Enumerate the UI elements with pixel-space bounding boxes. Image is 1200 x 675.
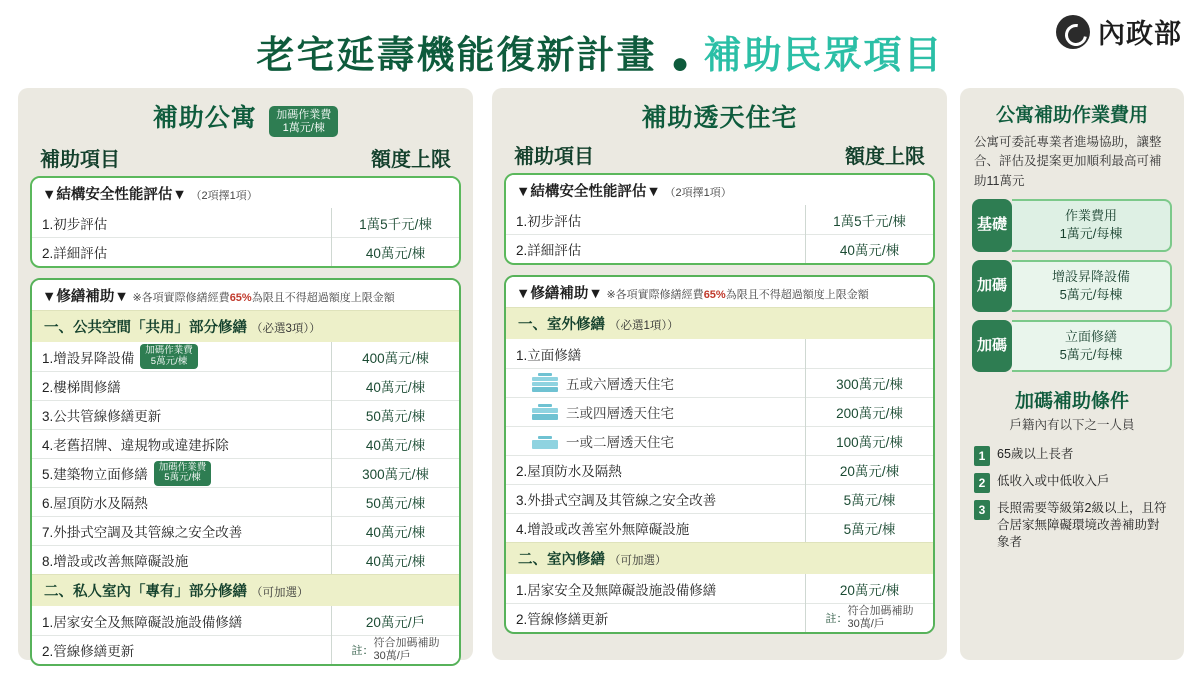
apartment-item1-fee-tag-line2: 5萬元/棟 <box>150 355 188 367</box>
apartment-section2-head <box>32 574 459 606</box>
fee-body <box>1012 320 1172 372</box>
apartment-section2-title: 二、私人室內「專有」部分修繕 <box>44 584 247 601</box>
amount-cell: 40萬元/棟 <box>332 371 459 400</box>
house-repair-note-post: 為限且不得超過額度上限金額 <box>725 289 869 301</box>
house-repair-box <box>504 275 935 634</box>
house-safety-note: （2項擇1項） <box>664 187 732 199</box>
house-section1-rows <box>506 339 933 542</box>
amount-note-cell <box>806 603 933 632</box>
fee-body-l1: 作業費用 <box>1064 208 1117 224</box>
house-repair-note-pre: ※各項實際修繕經費 <box>606 289 704 301</box>
condition-number: 2 <box>974 473 990 493</box>
list-item: 2.樓梯間修繕 <box>32 371 331 400</box>
fee-row-basic <box>972 199 1172 251</box>
page-title <box>0 24 1200 81</box>
fee-badge-l2: 碼 <box>992 337 1008 355</box>
fee-body-l2: 5萬元/每棟 <box>1059 286 1123 302</box>
apartment-col-item: 補助項目 <box>40 149 120 172</box>
page-title-part2: 補助民眾項目 <box>703 35 944 77</box>
panel-house-title: 補助透天住宅 <box>641 104 798 132</box>
condition-item <box>974 473 1170 493</box>
apartment-section1-title: 一、公共空間「共用」部分修繕 <box>44 320 247 337</box>
list-item: 2.詳細評估 <box>32 237 331 266</box>
list-item: 4.老舊招牌、違規物或違建拆除 <box>32 429 331 458</box>
building-6f-icon <box>532 373 558 393</box>
apartment-section1-note: （必選3項）） <box>251 323 321 336</box>
house-safety-title: ▼結構安全性能評估▼ <box>516 184 661 200</box>
amount-cell: 40萬元/棟 <box>332 429 459 458</box>
apartment-section1-rows <box>32 342 459 574</box>
amount-cell: 20萬元/棟 <box>806 455 933 484</box>
amount-cell: 200萬元/棟 <box>806 397 933 426</box>
amount-note-line2: 30萬/戶 <box>847 618 885 630</box>
bonus-condition-title: 加碼補助條件 <box>1014 391 1129 413</box>
apartment-repair-note-post: 為限且不得超過額度上限金額 <box>251 292 395 305</box>
amount-cell: 40萬元/棟 <box>806 234 933 263</box>
amount-cell: 20萬元/戶 <box>332 606 459 635</box>
list-item: 1.居家安全及無障礙設施設備修繕 <box>42 614 243 630</box>
fee-badge-l1: 加 <box>976 337 992 355</box>
fee-badge <box>972 320 1012 372</box>
apartment-section2-rows <box>32 606 459 664</box>
fee-badge-l2: 礎 <box>992 216 1008 234</box>
apartment-safety-head <box>32 178 459 208</box>
amount-cell: 5萬元/棟 <box>806 513 933 542</box>
list-item: 7.外掛式空調及其管線之安全改善 <box>32 516 331 545</box>
condition-text: 長照需要等級第2級以上，且符合居家無障礙環境改善補助對象者 <box>997 501 1167 549</box>
fee-badge-l1: 加 <box>976 276 992 294</box>
apartment-item5-fee-tag-line2: 5萬元/棟 <box>164 472 201 484</box>
apartment-fee-tag-line1: 加碼作業費 <box>276 109 332 122</box>
apartment-repair-head <box>32 280 459 310</box>
fee-row-bonus-facade <box>972 320 1172 372</box>
amount-cell: 40萬元/棟 <box>332 237 459 266</box>
fee-body-l1: 增設昇降設備 <box>1051 268 1130 284</box>
amount-cell: 1萬5千元/棟 <box>806 205 933 234</box>
fee-badge-l2: 碼 <box>992 276 1008 294</box>
house-repair-note <box>606 289 868 301</box>
house-safety-head <box>506 175 933 205</box>
list-item <box>32 342 331 371</box>
panel-house-header <box>492 88 947 134</box>
panel-apartment-header <box>18 88 473 137</box>
list-item: 8.增設或改善無障礙設施 <box>32 545 331 574</box>
amount-cell: 100萬元/棟 <box>806 426 933 455</box>
amount-cell: 300萬元/棟 <box>332 458 459 487</box>
house-safety-rows <box>506 205 933 263</box>
list-item: 1.居家安全及無障礙設施設備修繕 <box>516 582 717 598</box>
list-item-label: 一或二層透天住宅 <box>566 435 674 450</box>
house-column-headers <box>492 134 947 173</box>
fee-badge <box>972 199 1012 251</box>
amount-note-label: 註： <box>351 645 374 658</box>
condition-number: 3 <box>974 500 990 520</box>
house-section1-title: 一、室外修繕 <box>518 317 605 333</box>
apartment-repair-note-pct: 65% <box>229 292 252 305</box>
amount-note-line1: 符合加碼補助 <box>847 604 914 617</box>
apartment-safety-rows <box>32 208 459 266</box>
fee-panel-desc: 公寓可委託專業者進場協助，讓整合、評估及提案更加順利最高可補助11萬元 <box>974 135 1162 188</box>
panel-apartment-title: 補助公寓 <box>152 104 257 132</box>
list-item: 2.管線修繕更新 <box>506 603 805 632</box>
list-item <box>506 397 805 426</box>
fee-badge <box>972 260 1012 312</box>
list-item: 1.立面修繕 <box>516 347 582 363</box>
bullet-icon: ● <box>670 46 690 80</box>
list-item: 2.屋頂防水及隔熱 <box>506 455 805 484</box>
house-section2-rows <box>506 574 933 632</box>
apartment-col-limit: 額度上限 <box>371 149 451 172</box>
list-item-label: 5.建築物立面修繕 <box>42 467 148 483</box>
list-item <box>32 458 331 487</box>
list-item-label: 三或四層透天住宅 <box>566 406 674 421</box>
apartment-safety-box <box>30 176 461 268</box>
panel-apartment <box>18 88 473 663</box>
fee-body-l1: 立面修繕 <box>1064 328 1117 344</box>
amount-cell: 1萬5千元/棟 <box>332 208 459 237</box>
amount-cell: 40萬元/棟 <box>332 516 459 545</box>
agency-name: 內政部 <box>1098 19 1182 49</box>
house-repair-head <box>506 277 933 307</box>
house-section2-title: 二、室內修繕 <box>518 552 605 568</box>
house-section2-head <box>506 542 933 574</box>
apartment-item5-fee-tag <box>154 461 212 486</box>
amount-cell: 5萬元/棟 <box>806 484 933 513</box>
list-item: 4.增設或改善室外無障礙設施 <box>506 513 805 542</box>
house-col-limit: 額度上限 <box>845 146 925 168</box>
fee-body-l2: 1萬元/每棟 <box>1059 226 1123 242</box>
list-item-label: 1.增設昇降設備 <box>42 350 135 366</box>
list-item <box>506 368 805 397</box>
house-repair-title: ▼修繕補助▼ <box>516 286 603 302</box>
condition-number: 1 <box>974 446 990 466</box>
page-title-part1: 老宅延壽機能復新計畫 <box>256 35 657 77</box>
amount-cell: 300萬元/棟 <box>806 368 933 397</box>
fee-body <box>1012 260 1172 312</box>
fee-panel-title: 公寓補助作業費用 <box>995 105 1148 126</box>
amount-cell: 400萬元/棟 <box>332 342 459 371</box>
apartment-repair-title: ▼修繕補助▼ <box>42 289 129 306</box>
amount-note-label: 註： <box>825 613 848 625</box>
list-item: 1.初步評估 <box>42 216 108 232</box>
amount-cell: 20萬元/棟 <box>806 574 933 603</box>
panel-fee <box>960 88 1184 660</box>
amount-cell: 40萬元/棟 <box>332 545 459 574</box>
condition-text: 65歲以上長者 <box>997 447 1074 462</box>
house-repair-note-pct: 65% <box>703 289 726 301</box>
house-safety-box <box>504 173 935 265</box>
bonus-condition-sub: 戶籍內有以下之一人員 <box>1009 418 1135 433</box>
amount-note-line1: 符合加碼補助 <box>373 637 440 650</box>
apartment-repair-box <box>30 278 461 666</box>
house-col-item: 補助項目 <box>514 146 594 168</box>
apartment-repair-note-pre: ※各項實際修繕經費 <box>132 292 230 305</box>
list-item: 3.公共管線修繕更新 <box>32 400 331 429</box>
apartment-section2-note: （可加選） <box>251 587 309 600</box>
fee-row-bonus-elevator <box>972 260 1172 312</box>
apartment-item1-fee-tag-line1: 加碼作業費 <box>145 345 193 357</box>
apartment-column-headers <box>18 137 473 176</box>
condition-item <box>974 500 1170 551</box>
fee-body-l2: 5萬元/每棟 <box>1059 347 1123 363</box>
amount-note-line2: 30萬/戶 <box>373 650 411 663</box>
list-item: 2.詳細評估 <box>506 234 805 263</box>
list-item-label: 五或六層透天住宅 <box>566 377 674 392</box>
building-4f-icon <box>532 402 558 422</box>
condition-text: 低收入或中低收入戶 <box>997 474 1110 489</box>
house-section1-head <box>506 307 933 339</box>
panel-house <box>492 88 947 660</box>
apartment-fee-tag <box>269 106 338 137</box>
list-item: 2.管線修繕更新 <box>32 635 331 664</box>
apartment-section1-head <box>32 310 459 342</box>
apartment-safety-title: ▼結構安全性能評估▼ <box>42 187 187 204</box>
list-item: 6.屋頂防水及隔熱 <box>32 487 331 516</box>
apartment-item5-fee-tag-line1: 加碼作業費 <box>158 461 207 473</box>
apartment-repair-note <box>132 292 394 304</box>
condition-item <box>974 446 1170 466</box>
amount-note-text <box>848 605 914 631</box>
list-item: 3.外掛式空調及其管線之安全改善 <box>506 484 805 513</box>
house-section1-note: （必選1項）） <box>609 320 679 332</box>
amount-cell: 50萬元/棟 <box>332 400 459 429</box>
list-item: 1.初步評估 <box>516 213 582 229</box>
amount-note-cell <box>332 635 459 664</box>
building-2f-icon <box>532 431 558 451</box>
amount-spacer <box>806 339 933 368</box>
fee-badge-l1: 基 <box>976 216 992 234</box>
fee-body <box>1012 199 1172 251</box>
apartment-fee-tag-line2: 1萬元/棟 <box>282 121 325 134</box>
apartment-item1-fee-tag <box>140 344 198 369</box>
amount-note-text <box>374 637 440 663</box>
list-item <box>506 426 805 455</box>
apartment-safety-note: （2項擇1項） <box>190 190 258 203</box>
house-section2-note: （可加選） <box>609 555 667 567</box>
amount-cell: 50萬元/棟 <box>332 487 459 516</box>
